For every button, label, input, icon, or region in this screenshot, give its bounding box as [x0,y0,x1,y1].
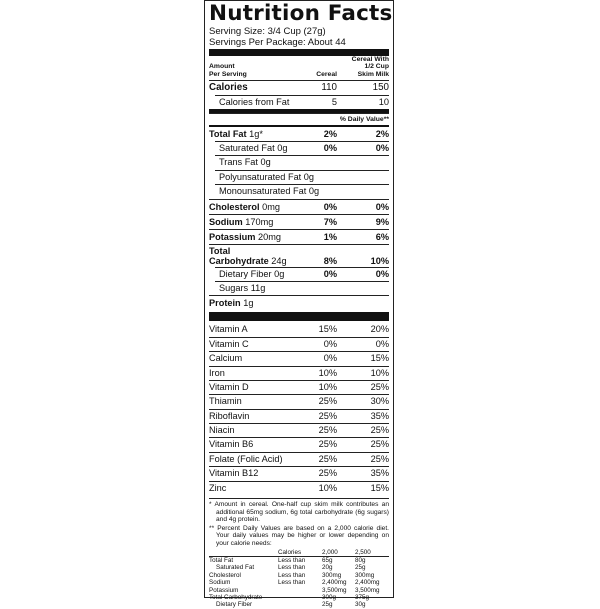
vitamin-v1: 25% [318,439,337,450]
reference-row [209,564,389,571]
daily-value-header: % Daily Value** [209,113,389,125]
nutrient-amount: 0g [277,143,288,153]
reference-col-2500: 2,500 [355,548,371,556]
vitamin-row [209,337,389,351]
nutrient-row [215,267,389,281]
nutrient-v2: 0% [375,201,389,212]
vitamin-v2: 10% [370,367,389,378]
per-serving-label: Per Serving [209,70,247,78]
reference-name: Cholesterol [209,571,241,579]
calories-row [209,80,389,95]
vitamin-row [209,366,389,380]
vitamin-v1: 25% [318,468,337,479]
nutrient-amount: 170mg [245,216,274,227]
vitamin-v1: 25% [318,410,337,421]
vitamin-v2: 15% [370,353,389,364]
vitamin-name: Thiamin [209,396,242,407]
column-header [209,56,389,80]
nutrient-name: Sodium [209,216,243,227]
nutrient-amount: 0g [303,171,315,182]
nutrient-amount: 0g [274,268,285,279]
vitamin-name: Vitamin A [209,324,248,335]
vitamin-v1: 10% [318,381,337,392]
amount-label: Amount [209,63,235,70]
nutrient-amount: 0g [260,157,271,168]
vitamin-row [209,394,389,408]
nutrient-list [209,125,389,311]
reference-2500: 3,500mg [355,586,380,594]
nutrition-label [204,0,394,609]
vitamin-name: Zinc [209,482,227,493]
vitamin-v2: 15% [370,482,389,493]
nutrient-amount: 20mg [258,231,282,242]
calories-v2: 150 [372,82,389,93]
servings-per-package: Servings Per Package: About 44 [209,37,346,48]
nutrient-v2: 0% [375,268,389,279]
calories-fat-label: Calories from Fat [219,97,290,107]
nutrient-amount: 0g [308,186,320,197]
vitamin-name: Iron [209,367,225,378]
nutrient-row [209,199,389,214]
calories-fat-row [215,95,389,109]
vitamin-v2: 35% [370,410,389,421]
nutrient-row [215,281,389,295]
vitamin-v1: 25% [318,425,337,436]
vitamin-row [209,351,389,365]
vitamin-name: Vitamin D [209,381,249,392]
nutrient-row [209,229,389,244]
nutrient-v2: 9% [375,216,389,227]
reference-row [209,587,389,594]
vitamin-name: Calcium [209,353,243,364]
vitamin-row [209,323,389,336]
reference-col-2000: 2,000 [322,548,338,556]
vitamin-name: Vitamin B12 [209,468,259,479]
col2-line3: Skim Milk [357,70,389,78]
vitamin-name: Niacin [209,425,235,436]
col2-header [352,56,389,79]
reference-qualifier: Less than [278,571,306,579]
nutrient-row [209,295,389,311]
serving-size: Serving Size: 3/4 Cup (27g) [209,26,326,37]
nutrient-name: Saturated Fat [219,143,275,153]
vitamin-list [209,323,389,495]
reference-qualifier: Less than [278,564,306,572]
reference-2000: 300g [322,593,337,601]
vitamin-v2: 35% [370,468,389,479]
nutrient-amount: 11g [250,282,266,293]
vitamin-v1: 0% [323,353,337,364]
vitamin-row [209,466,389,480]
reference-2500: 25g [355,564,366,572]
reference-name: Total Fat [209,556,234,564]
nutrient-name: Protein [209,298,241,309]
reference-row [209,572,389,579]
reference-calories-label: Calories [278,548,302,556]
reference-2500: 80g [355,556,366,564]
reference-2500: 300mg [355,571,375,579]
nutrient-row [215,141,389,155]
reference-qualifier: Less than [278,579,306,587]
vitamin-v1: 25% [318,453,337,464]
nutrient-row [209,214,389,229]
vitamin-v1: 10% [318,482,337,493]
vitamin-v2: 25% [370,425,389,436]
reference-row [209,557,389,564]
reference-2000: 3,500mg [322,586,347,594]
vitamin-v2: 0% [375,338,389,349]
vitamin-v1: 15% [318,324,337,335]
nutrient-name: Cholesterol [209,201,260,212]
nutrient-v2: 10% [370,255,389,266]
divider-thick-2 [209,312,389,321]
vitamin-name: Vitamin B6 [209,439,254,450]
nutrient-v2: 6% [375,231,389,242]
reference-2500: 30g [355,601,366,609]
nutrient-name: Potassium [209,231,256,242]
vitamin-v2: 25% [370,439,389,450]
footnote-daily-values: ** Percent Daily Values are based on a 2,000 calorie diet. Your daily values may be higher or lower depending on your calorie needs: [209,524,389,547]
reference-2000: 65g [322,556,333,564]
nutrient-row [209,125,389,141]
vitamin-row [209,409,389,423]
vitamin-v1: 0% [323,338,337,349]
nutrient-v1: 7% [323,216,337,227]
nutrient-name: Total [209,245,231,256]
calories-fat-v1: 5 [331,97,337,107]
nutrient-name-line2: Carbohydrate [209,255,269,266]
nutrient-amount: 0mg [262,201,280,212]
vitamin-row [209,423,389,437]
nutrient-name: Dietary Fiber [219,268,272,279]
nutrient-v1: 0% [323,268,337,279]
reference-2500: 2,400mg [355,579,380,587]
reference-2500: 375g [355,593,370,601]
calories-label: Calories [209,82,248,93]
vitamin-row [209,481,389,495]
reference-name: Potassium [209,586,239,594]
nutrient-amount: 1g [243,298,254,309]
vitamin-v2: 20% [370,324,389,335]
nutrient-row [215,155,389,169]
nutrient-row [215,184,389,198]
reference-2000: 300mg [322,571,342,579]
footnotes [209,498,389,548]
nutrient-row [209,244,389,267]
amount-per-serving [209,63,247,78]
nutrient-v1: 0% [323,143,337,153]
nutrient-v1: 2% [323,129,337,139]
reference-2000: 25g [322,601,333,609]
nutrient-amount: 24g [271,255,287,266]
reference-2000: 20g [322,564,333,572]
nutrient-v2: 2% [375,129,389,139]
reference-header [209,549,389,556]
reference-row [209,594,389,601]
nutrient-v1: 0% [323,201,337,212]
reference-row [209,601,389,608]
col2-line2: 1/2 Cup [364,63,389,70]
vitamin-v2: 25% [370,453,389,464]
col2-line1: Cereal With [351,55,389,63]
label-title: Nutrition Facts [209,1,393,26]
nutrient-row [215,170,389,184]
nutrient-name: Monounsaturated Fat [219,186,307,197]
reference-name: Total Carbohydrate [209,593,263,601]
vitamin-row [209,437,389,451]
calories-fat-v2: 10 [378,97,389,107]
nutrient-name: Sugars [219,282,249,293]
reference-2000: 2,400mg [322,579,347,587]
reference-name: Sodium [209,579,231,587]
vitamin-v2: 25% [370,381,389,392]
reference-row [209,579,389,586]
nutrient-v1: 1% [323,231,337,242]
footnote-amount: * Amount in cereal. One-half cup skim milk contributes an additional 65mg sodium, 6g total carbohydrate (6g sugars) and 4g protein. [209,501,389,524]
vitamin-name: Folate (Folic Acid) [209,453,283,464]
vitamin-row [209,452,389,466]
vitamin-v2: 30% [370,396,389,407]
col1-header: Cereal [316,71,337,78]
reference-name: Saturated Fat [216,564,255,572]
nutrient-v2: 0% [375,143,389,153]
reference-qualifier: Less than [278,556,306,564]
vitamin-name: Riboflavin [209,410,250,421]
vitamin-v1: 10% [318,367,337,378]
nutrient-name: Total Fat [209,129,247,139]
reference-name: Dietary Fiber [216,601,253,609]
nutrient-name: Polyunsaturated Fat [219,171,302,182]
vitamin-v1: 25% [318,396,337,407]
nutrient-amount: 1g* [249,129,263,139]
calories-v1: 110 [321,82,337,93]
vitamin-name: Vitamin C [209,338,249,349]
vitamin-row [209,380,389,394]
nutrient-name: Trans Fat [219,157,258,168]
nutrient-v1: 8% [323,255,337,266]
